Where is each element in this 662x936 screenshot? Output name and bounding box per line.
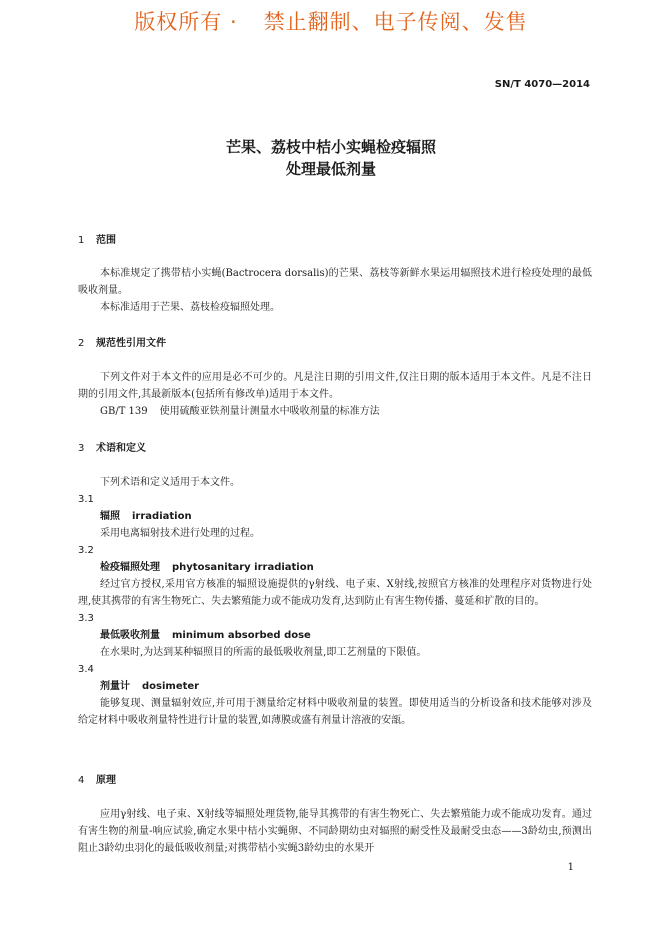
section-title: 原理 [96,775,116,786]
section-4-heading [78,772,592,789]
watermark-right: 禁止翻制、电子传阅、发售 [263,10,528,34]
term-heading [78,559,592,576]
term-zh: 最低吸收剂量 [100,630,160,641]
section-3-heading [78,440,592,457]
page-number: 1 [567,862,574,873]
reference-title: 使用硫酸亚铁剂量计测量水中吸收剂量的标准方法 [159,406,380,417]
terms-intro: 下列术语和定义适用于本文件。 [100,477,240,488]
term-number: 3.4 [78,664,94,675]
section-4-body [78,806,592,857]
term-definition: 能够复现、测量辐射效应,并可用于测量给定材料中吸收剂量的装置。即使用适当的分析设备和技术能够对涉及给定材料中吸收剂量特性进行计量的装置,如薄膜或盛有剂量计溶液的安瓿。 [78,698,592,726]
term-number: 3.2 [78,545,94,556]
section-number: 1 [78,235,85,246]
section-number: 3 [78,443,85,454]
normative-reference [78,403,592,420]
principle-paragraph: 应用γ射线、电子束、X射线等辐照处理货物,能导其携带的有害生物死亡、失去繁殖能力或不能成功发育。通过有害生物的剂量-响应试验,确定水果中桔小实蝇卵、不同龄期幼虫对辐照的耐受性及最耐受虫态——3龄幼虫,预测出阻止3龄幼虫羽化的最低吸收剂量;对携带桔小实蝇3龄幼虫的水果开 [78,809,592,854]
section-title: 范围 [96,235,116,246]
term-heading [78,508,592,525]
term-number: 3.1 [78,494,94,505]
term-en: dosimeter [142,681,200,692]
term-heading [78,678,592,695]
section-number: 2 [78,338,85,349]
term-definition: 在水果时,为达到某种辐照目的所需的最低吸收剂量,即工艺剂量的下限值。 [100,647,427,658]
term-definition: 采用电离辐射技术进行处理的过程。 [100,528,260,539]
reference-code: GB/T 139 [100,406,148,417]
section-2-body [78,369,592,420]
references-paragraph: 下列文件对于本文件的应用是必不可少的。凡是注日期的引用文件,仅注日期的版本适用于本文件。凡是不注日期的引用文件,其最新版本(包括所有修改单)适用于本文件。 [78,372,592,400]
term-zh: 检疫辐照处理 [100,562,160,573]
term-en: minimum absorbed dose [172,630,311,641]
term-en: irradiation [132,511,192,522]
document-title [0,136,662,180]
section-2-heading [78,335,592,352]
scope-paragraph-1: 本标准规定了携带桔小实蝇(Bactrocera dorsalis)的芒果、荔枝等新鲜水果运用辐照技术进行检疫处理的最低吸收剂量。 [78,268,592,296]
copyright-watermark [0,6,662,36]
section-3-body [78,474,592,729]
section-1-body [78,265,592,316]
term-zh: 辐照 [100,511,120,522]
standard-number: SN/T 4070—2014 [494,79,590,90]
section-number: 4 [78,775,85,786]
section-title: 术语和定义 [96,443,146,454]
term-number: 3.3 [78,613,94,624]
term-zh: 剂量计 [100,681,130,692]
term-heading [78,627,592,644]
section-title: 规范性引用文件 [96,338,166,349]
scope-paragraph-2: 本标准适用于芒果、荔枝检疫辐照处理。 [100,302,280,313]
title-line-2: 处理最低剂量 [285,160,376,178]
section-1-heading [78,232,592,249]
watermark-left: 版权所有 · [134,10,238,34]
title-line-1: 芒果、荔枝中桔小实蝇检疫辐照 [225,138,436,156]
term-definition: 经过官方授权,采用官方核准的辐照设施提供的γ射线、电子束、X射线,按照官方核准的处理程序对货物进行处理,使其携带的有害生物死亡、失去繁殖能力或不能成功发育,达到防止有害生物传播、蔓延和扩散的目的。 [78,579,592,607]
term-en: phytosanitary irradiation [172,562,314,573]
